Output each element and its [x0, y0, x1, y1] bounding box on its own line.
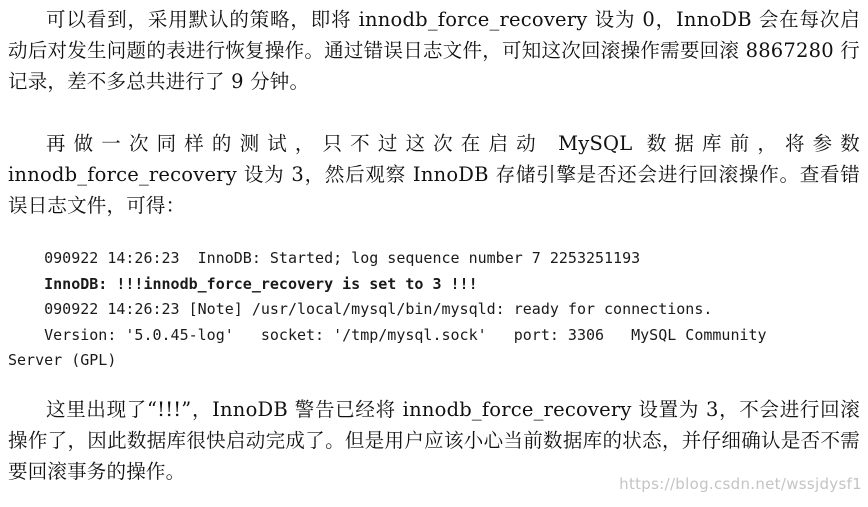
- log-line-ready: 090922 14:26:23 [Note] /usr/local/mysql/bin/mysqld: ready for connections.: [8, 300, 713, 318]
- paragraph-conclusion: 这里出现了“!!!”，InnoDB 警告已经将 innodb_force_recovery 设置为 3，不会进行回滚操作了，因此数据库很快启动完成了。但是用户应该小心当前数据库的状态，并仔细确认是否不需要回滚事务的操作。: [8, 398, 860, 483]
- log-line-started: 090922 14:26:23 InnoDB: Started; log sequence number 7 2253251193: [8, 249, 641, 267]
- error-log-block: [8, 246, 864, 374]
- log-line-force-recovery-warning: InnoDB: !!!innodb_force_recovery is set to 3 !!!: [8, 274, 478, 293]
- log-line-version: Version: '5.0.45-log' socket: '/tmp/mysql.sock' port: 3306 MySQL Community: [8, 325, 767, 344]
- paragraph-default-recovery: 可以看到，采用默认的策略，即将 innodb_force_recovery 设为 0，InnoDB 会在每次启动后对发生问题的表进行恢复操作。通过错误日志文件，可知这次回滚操作需要回滚 8867280 行记录，差不多总共进行了 9 分钟。: [8, 8, 860, 93]
- log-line-server: Server (GPL): [8, 351, 117, 369]
- paragraph-second-test: 再做一次同样的测试，只不过这次在启动 MySQL 数据库前，将参数 innodb_force_recovery 设为 3，然后观察 InnoDB 存储引擎是否还会进行回滚操作。查看错误日志文件，可得：: [8, 132, 860, 217]
- blog-watermark: https://blog.csdn.net/wssjdysf1: [619, 475, 862, 493]
